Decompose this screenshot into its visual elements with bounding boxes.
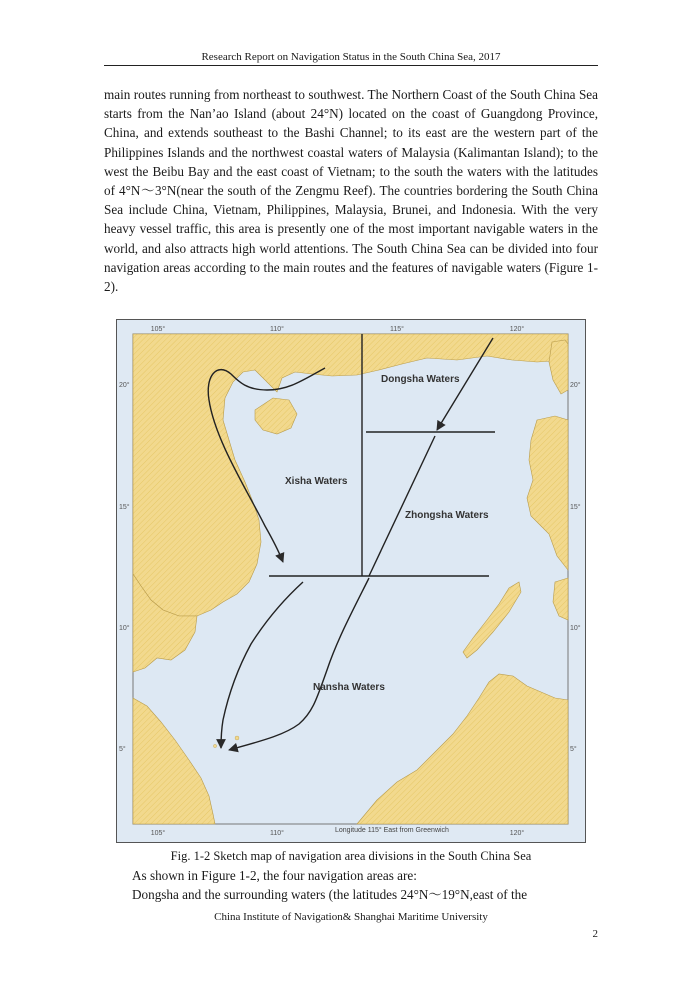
latitude-tick: 5°	[119, 746, 126, 753]
label-nansha-waters: Nansha Waters	[313, 682, 385, 693]
longitude-tick: 110°	[270, 326, 284, 333]
body-paragraph-2: As shown in Figure 1-2, the four navigation areas are:	[132, 868, 417, 883]
longitude-tick: 120°	[509, 830, 525, 837]
land-small-island	[235, 736, 239, 740]
body-paragraph-1: main routes running from northeast to southwest. The Northern Coast of the South China Sea starts from the Nan’ao Island (about 24°N) located on the coast of Guangdong Province, China, and extends southeast to the Bashi Channel; to its east are the western part of the Philippines Islands and the northwest coastal waters of Malaysia (Kalimantan Island); to the west the Beibu Bay and the east coast of Vietnam; to the south the waters with the latitudes of 4°N～3°N(near the south of the Zengmu Reef). The countries bordering the South China Sea include China, Vietnam, Philippines, Malaysia, Brunei, and Indonesia. With the very heavy vessel traffic, this area is presently one of the most important navigable waters in the world, and also attracts high world attentions. The South China Sea can be divided into four navigation areas according to the main routes and the features of navigable waters (Figure 1-2).	[104, 87, 598, 295]
page-number: 2	[592, 928, 598, 940]
longitude-ticks-top	[151, 325, 525, 333]
running-footer: China Institute of Navigation& Shanghai Maritime University	[214, 911, 488, 923]
latitude-tick: 5°	[570, 746, 577, 753]
latitude-tick: 20°	[119, 382, 130, 389]
longitude-tick: 105°	[150, 830, 166, 837]
longitude-tick: 110°	[270, 830, 284, 837]
longitude-tick: 115°	[390, 326, 404, 333]
latitude-ticks-left	[119, 381, 130, 753]
land-small-island	[213, 744, 216, 747]
body-paragraph-3: Dongsha and the surrounding waters (the latitudes 24°N～19°N,east of the	[132, 887, 528, 902]
longitude-tick: 120°	[509, 326, 525, 333]
running-header: Research Report on Navigation Status in the South China Sea, 2017	[201, 51, 501, 63]
longitude-note: Longitude 115° East from Greenwich	[335, 827, 449, 834]
latitude-tick: 15°	[119, 504, 130, 511]
navigation-area-map	[116, 319, 586, 843]
figure-caption: Fig. 1-2 Sketch map of navigation area divisions in the South China Sea	[170, 849, 532, 863]
latitude-ticks-right	[570, 381, 581, 753]
latitude-tick: 10°	[119, 625, 130, 632]
latitude-tick: 20°	[570, 382, 581, 389]
label-xisha-waters: Xisha Waters	[285, 476, 348, 487]
longitude-tick: 105°	[150, 326, 166, 333]
label-dongsha-waters: Dongsha Waters	[381, 374, 460, 385]
latitude-tick: 15°	[570, 504, 581, 511]
label-zhongsha-waters: Zhongsha Waters	[405, 510, 489, 521]
latitude-tick: 10°	[570, 625, 581, 632]
header-rule	[104, 65, 598, 66]
